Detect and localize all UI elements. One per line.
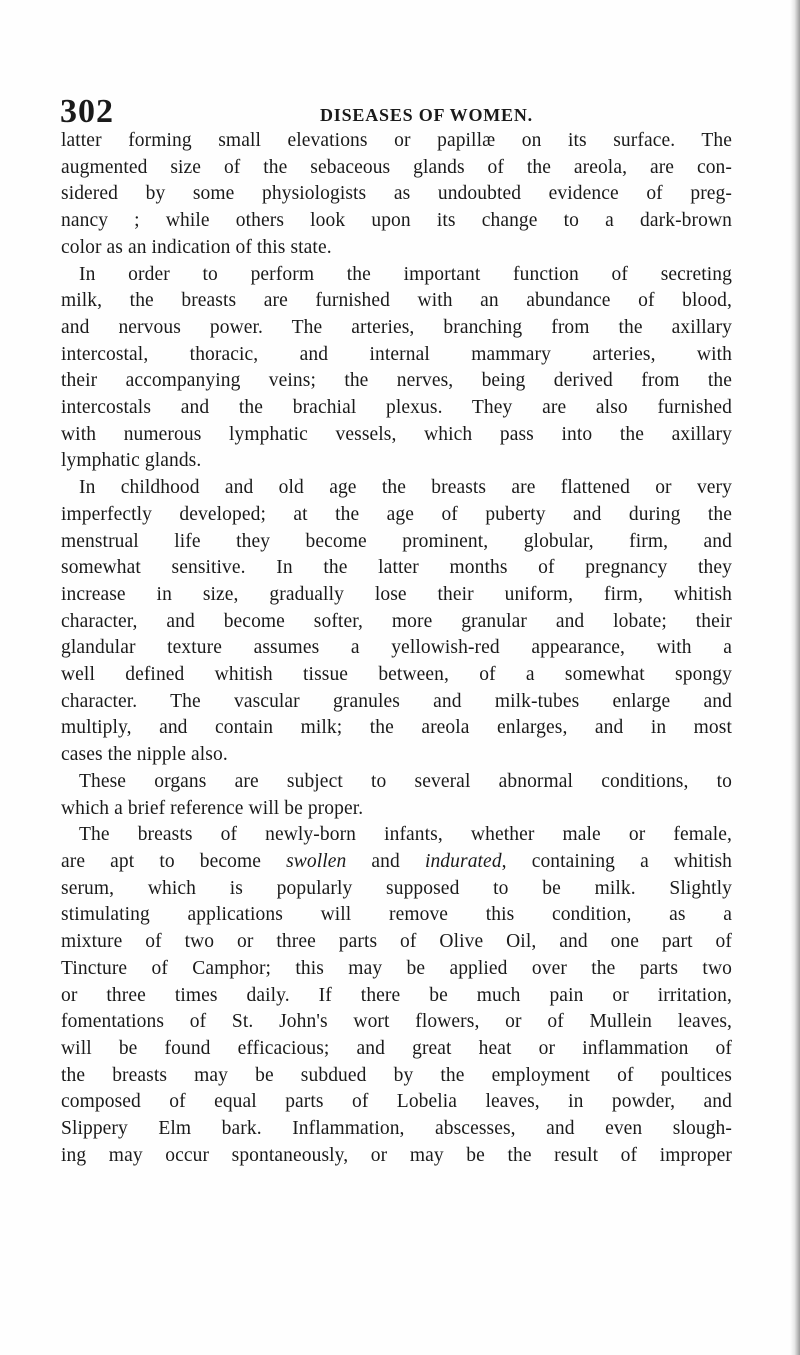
- paragraph: [61, 262, 732, 476]
- text-line: with numerous lymphatic vessels, which pass into the axillary: [61, 423, 732, 445]
- text-line: Slippery Elm bark. Inflammation, abscesses, and even slough-: [61, 1118, 732, 1140]
- text-line: ing may occur spontaneously, or may be the result of improper: [61, 1144, 732, 1166]
- paragraph: [61, 769, 732, 822]
- text-line: the breasts may be subdued by the employment of poultices: [61, 1064, 732, 1086]
- text-line: In order to perform the important function of secreting: [79, 263, 732, 285]
- text-line: and nervous power. The arteries, branching from the axillary: [61, 316, 732, 338]
- text-line: cases the nipple also.: [61, 744, 228, 766]
- page-number: 302: [60, 93, 114, 130]
- text-line: character, and become softer, more granular and lobate; their: [61, 610, 732, 632]
- text-line: In childhood and old age the breasts are flattened or very: [79, 477, 732, 499]
- text-line: glandular texture assumes a yellowish-red appearance, with a: [61, 637, 732, 659]
- text-line: menstrual life they become prominent, globular, firm, and: [61, 530, 732, 552]
- text-line: These organs are subject to several abnormal conditions, to: [79, 770, 732, 792]
- italic-term: swollen: [286, 850, 347, 872]
- text-line: nancy ; while others look upon its change to a dark-brown: [61, 210, 732, 232]
- text-line: latter forming small elevations or papillæ on its surface. The: [61, 130, 732, 151]
- body-text: [61, 128, 732, 1169]
- text-line: intercostals and the brachial plexus. They are also furnished: [61, 397, 732, 419]
- page-header: [60, 92, 740, 132]
- text-line: will be found efficacious; and great heat or inflammation of: [61, 1037, 732, 1059]
- text-line: somewhat sensitive. In the latter months of pregnancy they: [61, 557, 732, 579]
- text-line: character. The vascular granules and milk-tubes enlarge and: [61, 690, 732, 712]
- text-line: serum, which is popularly supposed to be milk. Slightly: [61, 877, 732, 899]
- text-line: mixture of two or three parts of Olive Oil, and one part of: [61, 931, 732, 953]
- text-line: are apt to become swollen and indurated, containing a whitish: [61, 850, 733, 872]
- text-line: sidered by some physiologists as undoubted evidence of preg-: [61, 183, 732, 205]
- text-line: multiply, and contain milk; the areola enlarges, and in most: [61, 717, 732, 739]
- italic-term: indurated: [424, 850, 502, 872]
- text-line: The breasts of newly-born infants, whether male or female,: [79, 824, 732, 846]
- text-line: milk, the breasts are furnished with an abundance of blood,: [61, 290, 732, 312]
- page-edge-shadow: [790, 0, 800, 1355]
- text-line: Tincture of Camphor; this may be applied over the parts two: [61, 957, 732, 979]
- paragraph: [61, 475, 732, 769]
- text-line: which a brief reference will be proper.: [61, 797, 364, 819]
- text-line: composed of equal parts of Lobelia leaves, in powder, and: [61, 1091, 732, 1113]
- text-line: well defined whitish tissue between, of a somewhat spongy: [61, 664, 732, 686]
- running-head: DISEASES OF WOMEN.: [320, 105, 533, 125]
- text-line: augmented size of the sebaceous glands of the areola, are con-: [61, 156, 732, 178]
- text-line: increase in size, gradually lose their uniform, firm, whitish: [61, 583, 732, 605]
- text-line: fomentations of St. John's wort flowers, or of Mullein leaves,: [61, 1011, 732, 1033]
- text-line: their accompanying veins; the nerves, being derived from the: [61, 370, 732, 392]
- text-line: color as an indication of this state.: [61, 236, 332, 258]
- text-line: or three times daily. If there be much pain or irritation,: [61, 984, 732, 1006]
- paragraph: [61, 128, 732, 262]
- paragraph: [61, 822, 732, 1169]
- text-line: lymphatic glands.: [61, 450, 202, 472]
- text-line: stimulating applications will remove this condition, as a: [61, 904, 732, 926]
- text-line: intercostal, thoracic, and internal mammary arteries, with: [61, 343, 732, 365]
- text-line: imperfectly developed; at the age of puberty and during the: [61, 503, 732, 525]
